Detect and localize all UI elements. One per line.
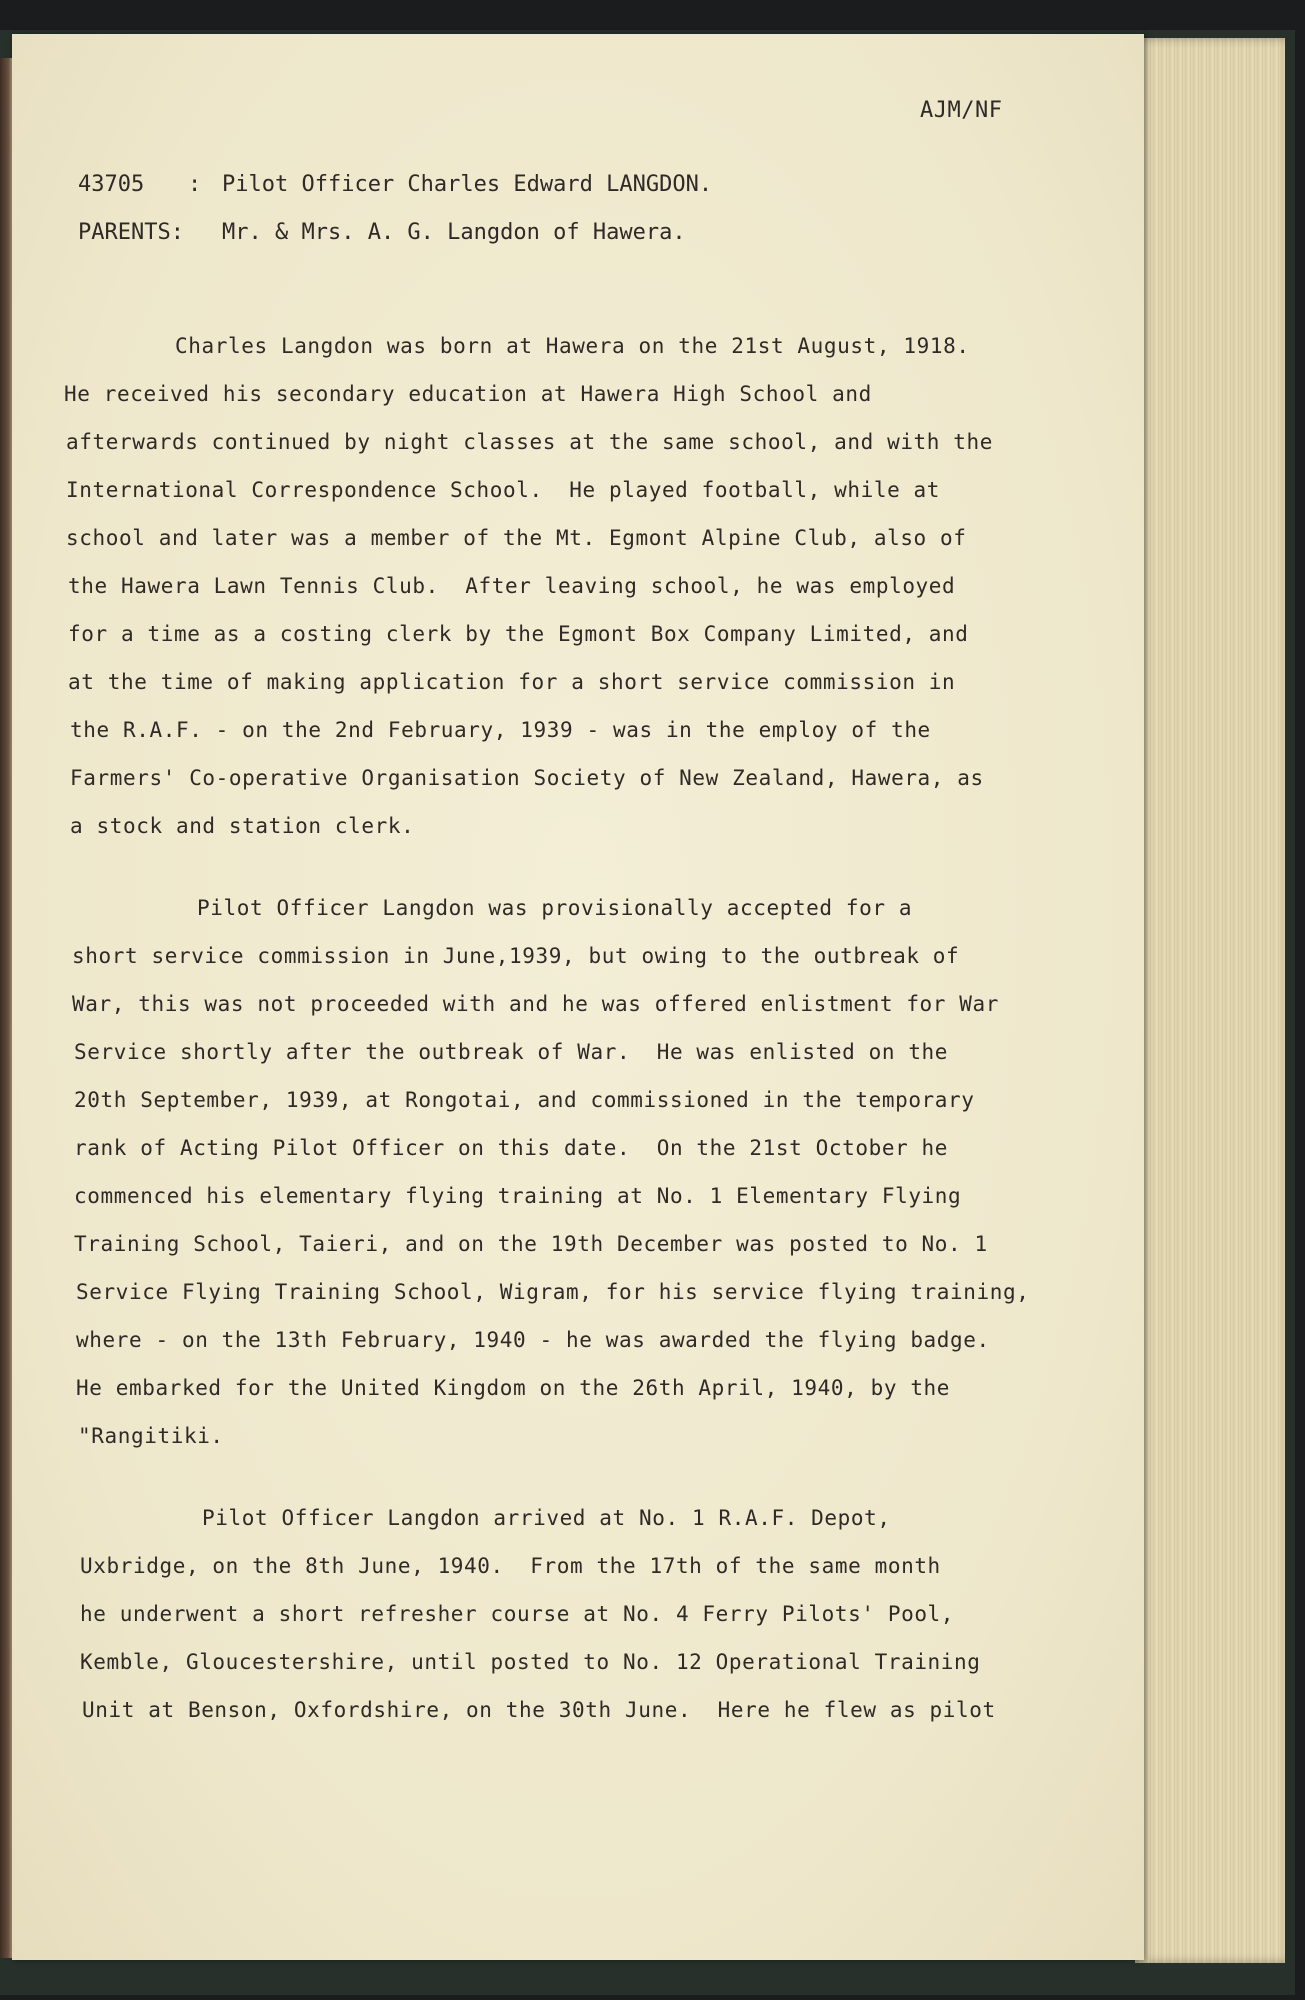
officer-line bbox=[78, 172, 712, 197]
text-line: where - on the 13th February, 1940 - he was awarded the flying badge. bbox=[76, 1328, 990, 1352]
text-line: the R.A.F. - on the 2nd February, 1939 - was in the employ of the bbox=[70, 718, 931, 742]
parents-names: Mr. & Mrs. A. G. Langdon of Hawera. bbox=[222, 220, 686, 245]
text-line: he underwent a short refresher course at No. 4 Ferry Pilots' Pool, bbox=[80, 1602, 955, 1626]
parents-label: PARENTS: bbox=[78, 220, 184, 245]
text-line: Service shortly after the outbreak of War. He was enlisted on the bbox=[74, 1040, 949, 1064]
text-line: Uxbridge, on the 8th June, 1940. From the 17th of the same month bbox=[80, 1554, 941, 1578]
text-line: Charles Langdon was born at Hawera on the 21st August, 1918. bbox=[175, 334, 970, 358]
text-line: short service commission in June,1939, but owing to the outbreak of bbox=[72, 944, 960, 968]
text-line: for a time as a costing clerk by the Egmont Box Company Limited, and bbox=[68, 622, 969, 646]
text-line: Service Flying Training School, Wigram, for his service flying training, bbox=[76, 1280, 1030, 1304]
text-line: International Correspondence School. He played football, while at bbox=[66, 478, 941, 502]
text-line: a stock and station clerk. bbox=[70, 814, 415, 838]
text-line: 20th September, 1939, at Rongotai, and commissioned in the temporary bbox=[74, 1088, 975, 1112]
text-line: Kemble, Gloucestershire, until posted to No. 12 Operational Training bbox=[80, 1650, 981, 1674]
text-line: "Rangitiki. bbox=[78, 1424, 224, 1448]
service-number: 43705 bbox=[78, 172, 145, 197]
text-line: He embarked for the United Kingdom on the 26th April, 1940, by the bbox=[76, 1376, 951, 1400]
text-line: He received his secondary education at Hawera High School and bbox=[64, 382, 872, 406]
text-line: rank of Acting Pilot Officer on this date. On the 21st October he bbox=[74, 1136, 949, 1160]
text-line: Unit at Benson, Oxfordshire, on the 30th June. Here he flew as pilot bbox=[82, 1698, 996, 1722]
text-line: Pilot Officer Langdon arrived at No. 1 R.A.F. Depot, bbox=[202, 1506, 891, 1530]
text-line: commenced his elementary flying training at No. 1 Elementary Flying bbox=[74, 1184, 962, 1208]
text-line: afterwards continued by night classes at the same school, and with the bbox=[66, 430, 994, 454]
text-line: Pilot Officer Langdon was provisionally accepted for a bbox=[197, 896, 913, 920]
text-line: the Hawera Lawn Tennis Club. After leaving school, he was employed bbox=[68, 574, 956, 598]
text-line: War, this was not proceeded with and he was offered enlistment for War bbox=[72, 992, 1000, 1016]
text-line: Training School, Taieri, and on the 19th December was posted to No. 1 bbox=[74, 1232, 988, 1256]
text-line: at the time of making application for a short service commission in bbox=[68, 670, 956, 694]
reference-code: AJM/NF bbox=[920, 98, 1003, 123]
officer-name: Pilot Officer Charles Edward LANGDON. bbox=[222, 172, 713, 197]
parents-line bbox=[78, 220, 686, 245]
text-line: school and later was a member of the Mt. Egmont Alpine Club, also of bbox=[66, 526, 967, 550]
colon-separator: : bbox=[188, 172, 202, 197]
page-edges bbox=[1135, 38, 1285, 1963]
document-page bbox=[12, 34, 1144, 1960]
text-line: Farmers' Co-operative Organisation Society of New Zealand, Hawera, as bbox=[70, 766, 984, 790]
